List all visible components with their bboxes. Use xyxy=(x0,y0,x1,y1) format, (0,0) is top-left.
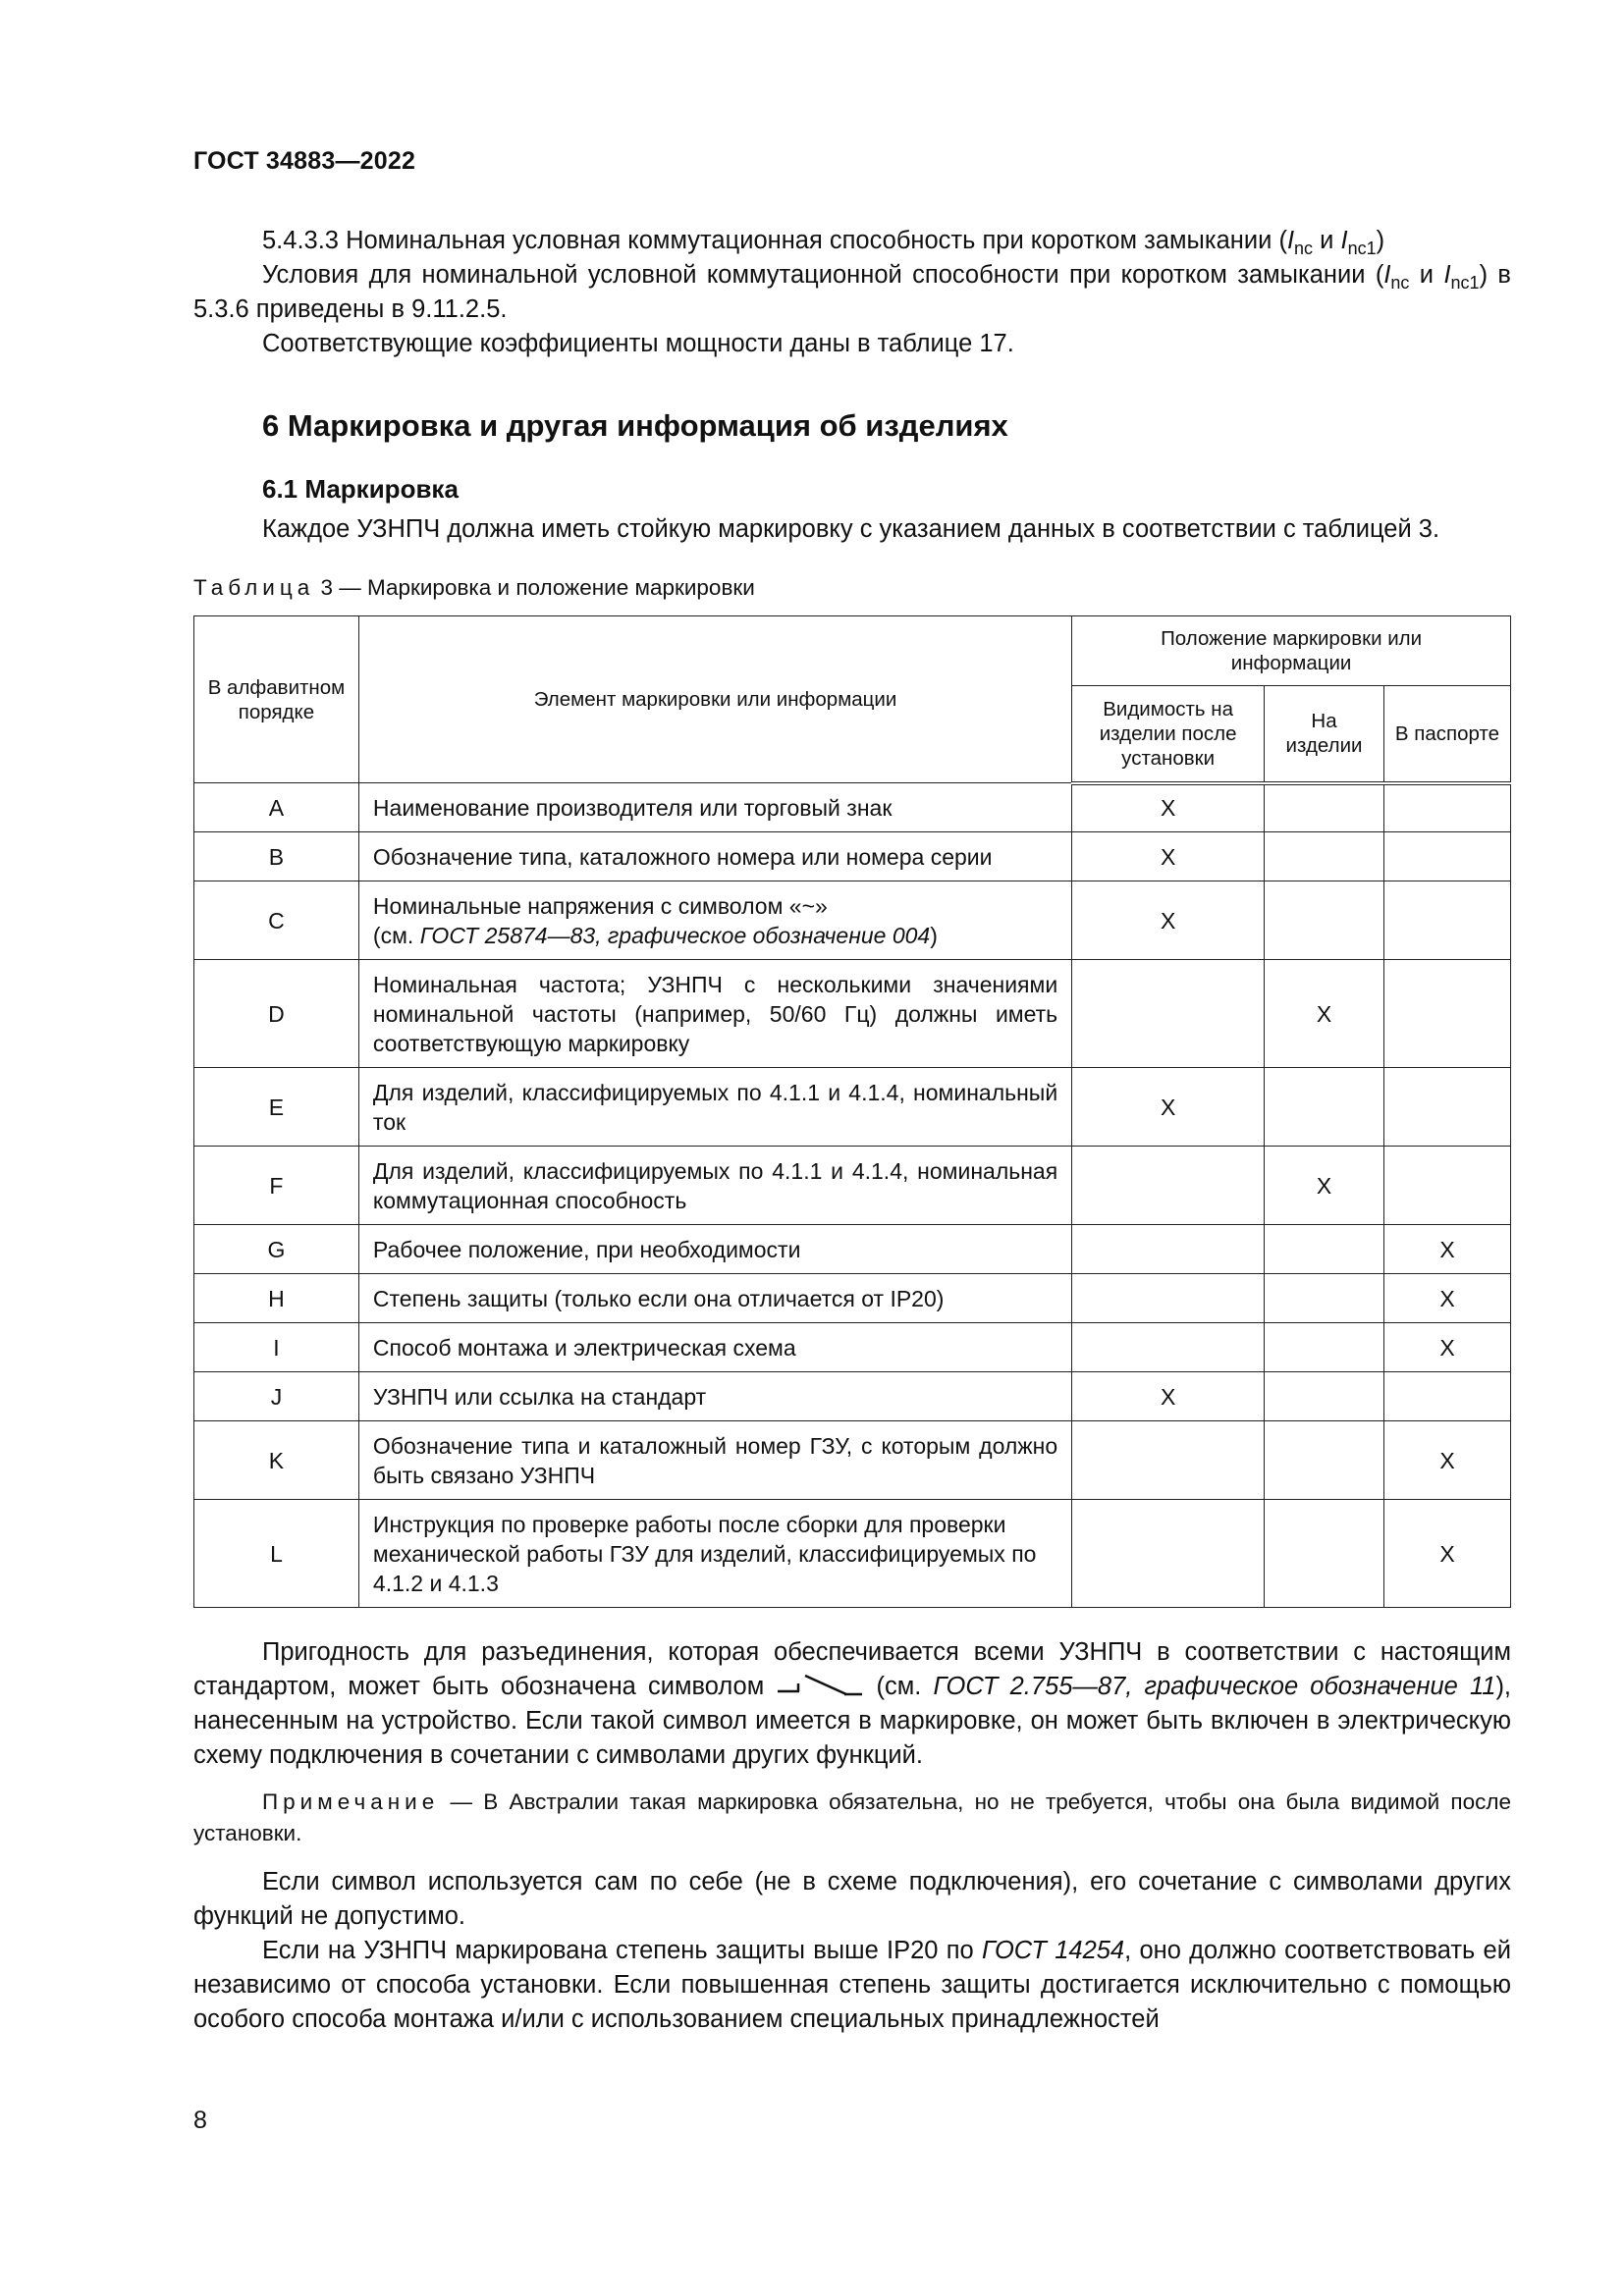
document-header: ГОСТ 34883—2022 xyxy=(193,147,416,175)
cell-product xyxy=(1265,1323,1384,1372)
cell-visible xyxy=(1072,1323,1265,1372)
page-number: 8 xyxy=(193,2107,207,2134)
row-letter: G xyxy=(194,1225,359,1274)
row-text: Наименование производителя или торговый знак xyxy=(358,783,1071,832)
header-visible: Видимость на изделии после установки xyxy=(1072,686,1265,783)
subscript-nc: nc xyxy=(1294,239,1314,258)
row-text: Инструкция по проверке работы после сборки для проверки механической работы ГЗУ для изделий, классифицируемых по 4.1.2 и 4.1.3 xyxy=(358,1500,1071,1608)
row-text: Степень защиты (только если она отличается от IP20) xyxy=(358,1274,1071,1323)
subscript-nc: nc xyxy=(1390,273,1410,293)
paragraph-text: Пригодность для разъединения, которая обеспечивается всеми УЗНПЧ в соответствии с настоящим стандартом, может быть обозначена символом xyxy=(193,1638,1511,1700)
cell-visible: X xyxy=(1072,832,1265,881)
symbol-i: I xyxy=(1286,227,1295,254)
clause-5-4-3-3-power-factors: Соответствующие коэффициенты мощности даны в таблице 17. xyxy=(262,330,1014,357)
row-letter: B xyxy=(194,832,359,881)
row-text: УЗНПЧ или ссылка на стандарт xyxy=(358,1372,1071,1421)
cell-passport: X xyxy=(1384,1274,1511,1323)
cell-passport: X xyxy=(1384,1500,1511,1608)
cell-visible xyxy=(1072,960,1265,1068)
table-row xyxy=(194,1372,1511,1421)
table-row xyxy=(194,1323,1511,1372)
symbol-i: I xyxy=(1340,227,1348,254)
table-row xyxy=(194,881,1511,960)
row-text-line: ) xyxy=(930,922,938,948)
cell-product: X xyxy=(1265,960,1384,1068)
row-letter: J xyxy=(194,1372,359,1421)
section-6-1-title: 6.1 Маркировка xyxy=(262,474,459,504)
cell-product xyxy=(1265,1421,1384,1500)
table-row xyxy=(194,783,1511,832)
row-letter: I xyxy=(194,1323,359,1372)
cell-product xyxy=(1265,1372,1384,1421)
cell-passport xyxy=(1384,960,1511,1068)
table-row xyxy=(194,1225,1511,1274)
row-letter: L xyxy=(194,1500,359,1608)
subscript-nc1: nc1 xyxy=(1347,239,1377,258)
table-row xyxy=(194,1421,1511,1500)
symbol-i: I xyxy=(1443,261,1451,289)
row-text: Для изделий, классифицируемых по 4.1.1 и 4.1.4, номинальный ток xyxy=(358,1068,1071,1147)
clause-5-4-3-3-conditions xyxy=(193,258,1511,327)
cell-visible: X xyxy=(1072,1372,1265,1421)
row-letter: C xyxy=(194,881,359,960)
row-text: Для изделий, классифицируемых по 4.1.1 и 4.1.4, номинальная коммутационная способность xyxy=(358,1147,1071,1225)
row-text-line: (см. xyxy=(372,922,420,948)
standard-reference: ГОСТ 2.755—87, графическое обозначение 11 xyxy=(933,1673,1496,1700)
cell-product xyxy=(1265,1274,1384,1323)
cell-visible xyxy=(1072,1147,1265,1225)
cell-visible xyxy=(1072,1274,1265,1323)
clause-5-4-3-3-title xyxy=(193,224,1511,258)
header-element: Элемент маркировки или информации xyxy=(358,616,1071,783)
row-text: Способ монтажа и электрическая схема xyxy=(358,1323,1071,1372)
disconnector-symbol-icon xyxy=(776,1671,864,1704)
clause-text: 5.4.3.3 Номинальная условная коммутационная способность при коротком замыкании ( xyxy=(262,227,1287,254)
cell-product xyxy=(1265,1500,1384,1608)
row-text: Обозначение типа, каталожного номера или номера серии xyxy=(358,832,1071,881)
table-3-caption xyxy=(193,572,1511,604)
marking-table xyxy=(193,615,1511,1608)
row-letter: F xyxy=(194,1147,359,1225)
cell-passport xyxy=(1384,783,1511,832)
note-text: — В Австралии такая маркировка обязательна, но не требуется, чтобы она была видимой после установки. xyxy=(193,1789,1511,1846)
conj: и xyxy=(1409,261,1444,289)
cell-product: X xyxy=(1265,1147,1384,1225)
cell-product xyxy=(1265,1225,1384,1274)
header-position: Положение маркировки или информации xyxy=(1072,616,1511,686)
subscript-nc1: nc1 xyxy=(1450,273,1480,293)
row-letter: K xyxy=(194,1421,359,1500)
symbol-i: I xyxy=(1383,261,1391,289)
isolation-paragraph xyxy=(193,1635,1511,1773)
section-6-1-paragraph: Каждое УЗНПЧ должна иметь стойкую маркировку с указанием данных в соответствии с таблицей 3. xyxy=(262,515,1440,543)
row-letter: A xyxy=(194,783,359,832)
row-letter: E xyxy=(194,1068,359,1147)
note xyxy=(193,1787,1511,1849)
cell-passport: X xyxy=(1384,1225,1511,1274)
row-text-line: Номинальные напряжения с символом «~» xyxy=(372,892,828,919)
row-text xyxy=(358,881,1071,960)
paragraph-text: , оно должно соответствовать ей независимо от способа установки. Если повышенная степень защиты достигается исключительно с помощью особого способа монтажа и/или с использованием специальных принадлежностей xyxy=(193,1937,1511,2034)
cell-passport: X xyxy=(1384,1323,1511,1372)
cell-visible xyxy=(1072,1225,1265,1274)
caption-text: 3 — Маркировка и положение маркировки xyxy=(314,575,755,600)
header-on-product: На изделии xyxy=(1265,686,1384,783)
page-content xyxy=(193,224,1511,2037)
paren: ) xyxy=(1479,261,1489,289)
cell-visible: X xyxy=(1072,783,1265,832)
header-order: В алфавитном порядке xyxy=(194,616,359,783)
cell-product xyxy=(1265,783,1384,832)
clause-text: в 5.3.6 приведены в 9.11.2.5. xyxy=(193,261,1511,323)
cell-product xyxy=(1265,881,1384,960)
cell-product xyxy=(1265,1068,1384,1147)
cell-visible: X xyxy=(1072,1068,1265,1147)
cell-passport xyxy=(1384,832,1511,881)
protection-degree-paragraph xyxy=(193,1934,1511,2037)
section-6-title: 6 Маркировка и другая информация об изделиях xyxy=(262,408,1008,443)
conj: и xyxy=(1313,227,1341,254)
cell-passport: X xyxy=(1384,1421,1511,1500)
cell-passport xyxy=(1384,1147,1511,1225)
table-row xyxy=(194,1500,1511,1608)
paragraph-text: ), нанесенным на устройство. Если такой символ имеется в маркировке, он может быть включен в электрическую схему подключения в сочетании с символами других функций. xyxy=(193,1673,1512,1770)
header-passport: В паспорте xyxy=(1384,686,1511,783)
row-letter: D xyxy=(194,960,359,1068)
note-label: Примечание xyxy=(262,1789,440,1815)
table-row xyxy=(194,1147,1511,1225)
cell-passport xyxy=(1384,1372,1511,1421)
table-row xyxy=(194,960,1511,1068)
table-row xyxy=(194,1274,1511,1323)
standard-reference: ГОСТ 14254 xyxy=(981,1937,1125,1965)
clause-text: Условия для номинальной условной коммутационной способности при коротком замыкании ( xyxy=(262,261,1384,289)
caption-label: Таблица xyxy=(193,575,315,600)
row-text: Рабочее положение, при необходимости xyxy=(358,1225,1071,1274)
standard-reference: ГОСТ 25874—83, графическое обозначение 004 xyxy=(419,922,931,948)
cell-visible: X xyxy=(1072,881,1265,960)
cell-visible xyxy=(1072,1421,1265,1500)
table-row xyxy=(194,1068,1511,1147)
row-letter: H xyxy=(194,1274,359,1323)
cell-product xyxy=(1265,832,1384,881)
row-text: Номинальная частота; УЗНПЧ с несколькими значениями номинальной частоты (например, 50/60 Гц) должны иметь соответствующую маркировку xyxy=(358,960,1071,1068)
symbol-usage-paragraph: Если символ используется сам по себе (не в схеме подключения), его сочетание с символами других функций не допустимо. xyxy=(193,1868,1511,1931)
paragraph-text: Если на УЗНПЧ маркирована степень защиты выше IP20 по xyxy=(262,1937,982,1965)
cell-passport xyxy=(1384,1068,1511,1147)
table-row xyxy=(194,832,1511,881)
cell-passport xyxy=(1384,881,1511,960)
paragraph-text: (см. xyxy=(864,1673,934,1700)
paren: ) xyxy=(1376,227,1385,254)
cell-visible xyxy=(1072,1500,1265,1608)
row-text: Обозначение типа и каталожный номер ГЗУ, с которым должно быть связано УЗНПЧ xyxy=(358,1421,1071,1500)
